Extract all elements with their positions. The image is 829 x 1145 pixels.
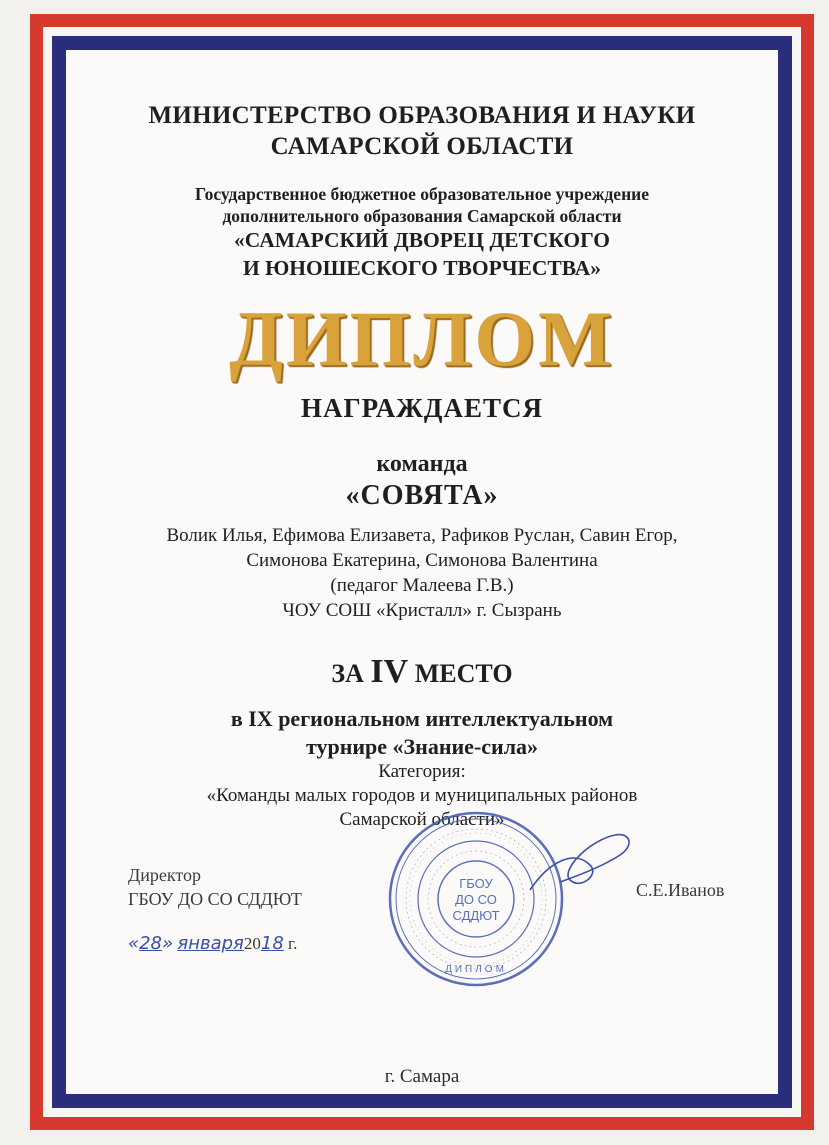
- members-line-2: Симонова Екатерина, Симонова Валентина: [246, 550, 598, 571]
- teacher-line: (педагог Малеева Г.В.): [330, 575, 514, 596]
- tournament-name: [66, 705, 778, 761]
- team-word: команда: [376, 451, 468, 477]
- members-line-1: Волик Илья, Ефимова Елизавета, Рафиков Руслан, Савин Егор,: [166, 525, 678, 546]
- date-year-suffix: 18: [260, 933, 284, 954]
- diploma-title: ДИПЛОМ: [229, 295, 615, 382]
- team-name: «СОВЯТА»: [345, 480, 499, 511]
- stamp-center-line-1: ГБОУ: [459, 876, 493, 891]
- ministry-heading: [66, 100, 778, 162]
- tournament-line-2: турнире «Знание-сила»: [305, 734, 539, 759]
- team-members: [66, 523, 778, 623]
- school-line: ЧОУ СОШ «Кристалл» г. Сызрань: [282, 600, 562, 621]
- stamp-center-line-3: СДДЮТ: [452, 908, 500, 923]
- city: г. Самара: [384, 1066, 460, 1087]
- handwritten-signature: [520, 820, 640, 910]
- date-month: января: [177, 933, 244, 954]
- ministry-line-2: САМАРСКОЙ ОБЛАСТИ: [270, 133, 574, 160]
- place-prefix: ЗА: [331, 659, 364, 688]
- date-day: 28: [139, 933, 163, 954]
- date-year-prefix: 20: [243, 934, 261, 953]
- palace-line-1: «САМАРСКИЙ ДВОРЕЦ ДЕТСКОГО: [234, 228, 610, 252]
- institution-line-2: дополнительного образования Самарской области: [222, 206, 622, 226]
- institution-description: [66, 183, 778, 227]
- date-close-quote: »: [162, 933, 174, 954]
- signature-stroke: [530, 835, 629, 890]
- date-year-label: г.: [288, 934, 298, 953]
- category-line-1: «Команды малых городов и муниципальных районов: [206, 785, 638, 806]
- director-role: [128, 863, 302, 911]
- place-award: [66, 653, 778, 691]
- category-line-2: Самарской области»: [339, 809, 505, 830]
- signer-name: С.Е.Иванов: [636, 880, 725, 900]
- date-open-quote: «: [128, 933, 140, 954]
- place-suffix: МЕСТО: [414, 659, 513, 688]
- ministry-line-1: МИНИСТЕРСТВО ОБРАЗОВАНИЯ И НАУКИ: [148, 102, 696, 129]
- palace-line-2: И ЮНОШЕСКОГО ТВОРЧЕСТВА»: [242, 256, 602, 280]
- place-number: IV: [370, 653, 409, 690]
- category-label: Категория:: [378, 761, 466, 782]
- stamp-center-line-2: ДО СО: [455, 892, 497, 907]
- institution-line-1: Государственное бюджетное образовательное учреждение: [194, 184, 650, 204]
- stamp-bottom-text: ДИПЛОМ: [445, 964, 507, 975]
- director-title: Директор: [128, 865, 202, 885]
- awarded-heading: НАГРАЖДАЕТСЯ: [300, 393, 543, 423]
- director-organization: ГБОУ ДО СО СДДЮТ: [128, 889, 302, 909]
- issue-date: [128, 933, 297, 954]
- palace-name: [66, 226, 778, 282]
- tournament-line-1: в IX региональном интеллектуальном: [230, 706, 614, 731]
